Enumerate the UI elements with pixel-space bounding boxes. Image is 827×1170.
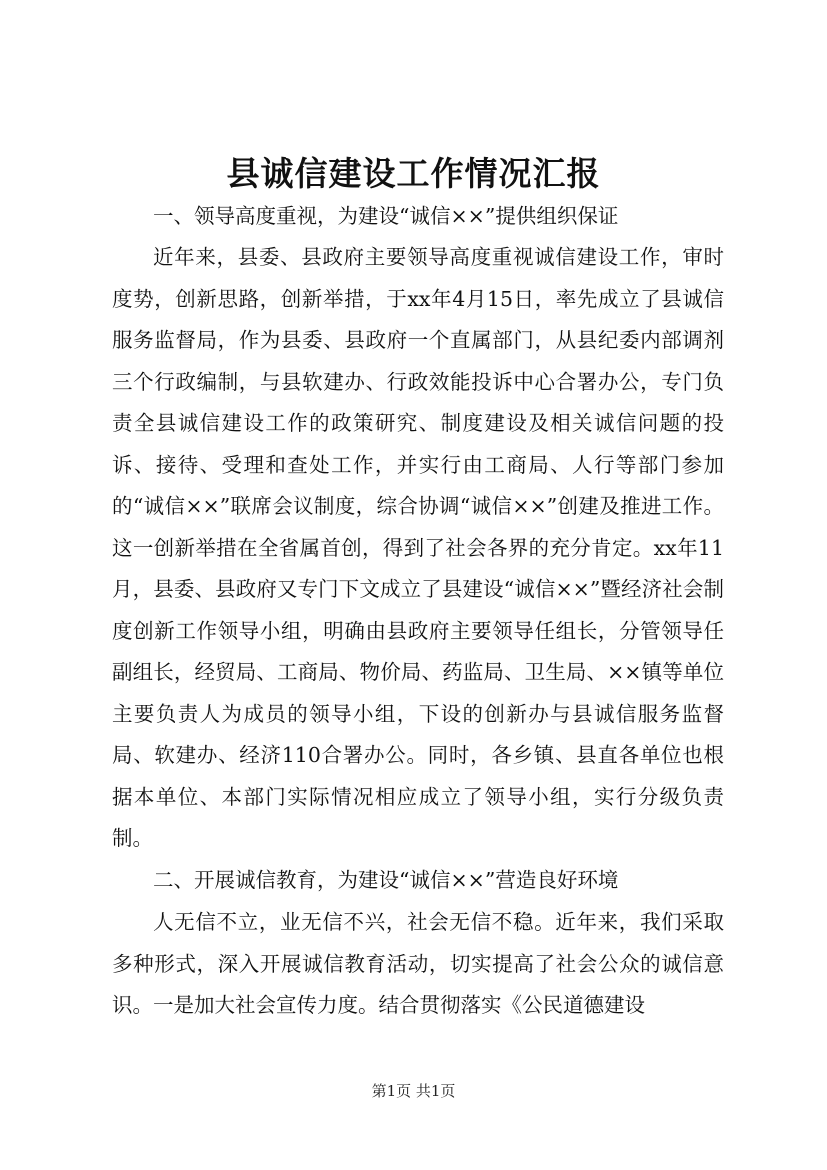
section-1-heading-block — [112, 196, 724, 238]
section-2-heading: 二、开展诚信教育，为建设“诚信××”营造良好环境 — [153, 868, 619, 892]
section-1-body — [112, 237, 724, 860]
document-title: 县诚信建设工作情况汇报 — [226, 154, 601, 193]
section-2-body — [112, 902, 724, 1027]
section-1-heading: 一、领导高度重视，为建设“诚信××”提供组织保证 — [153, 204, 619, 228]
section-2-paragraph: 人无信不立，业无信不兴，社会无信不稳。近年来，我们采取多种形式，深入开展诚信教育活动，切实提高了社会公众的诚信意识。一是加大社会宣传力度。结合贯彻落实《公民道德建设 — [112, 910, 724, 1017]
section-2-heading-block — [112, 860, 724, 902]
section-1-paragraph: 近年来，县委、县政府主要领导高度重视诚信建设工作，审时度势，创新思路，创新举措，于xx年4月15日，率先成立了县诚信服务监督局，作为县委、县政府一个直属部门，从县纪委内部调剂三个行政编制，与县软建办、行政效能投诉中心合署办公，专门负责全县诚信建设工作的政策研究、制度建设及相关诚信问题的投诉、接待、受理和查处工作，并实行由工商局、人行等部门参加的“诚信××”联席会议制度，综合协调“诚信××”创建及推进工作。这一创新举措在全省属首创，得到了社会各界的充分肯定。xx年11月，县委、县政府又专门下文成立了县建设“诚信××”暨经济社会制度创新工作领导小组，明确由县政府主要领导任组长，分管领导任副组长，经贸局、工商局、物价局、药监局、卫生局、××镇等单位主要负责人为成员的领导小组，下设的创新办与县诚信服务监督局、软建办、经济110合署办公。同时，各乡镇、县直各单位也根据本单位、本部门实际情况相应成立了领导小组，实行分级负责制。 — [112, 245, 724, 850]
page-footer: 第1页 共1页 — [371, 1082, 456, 1100]
